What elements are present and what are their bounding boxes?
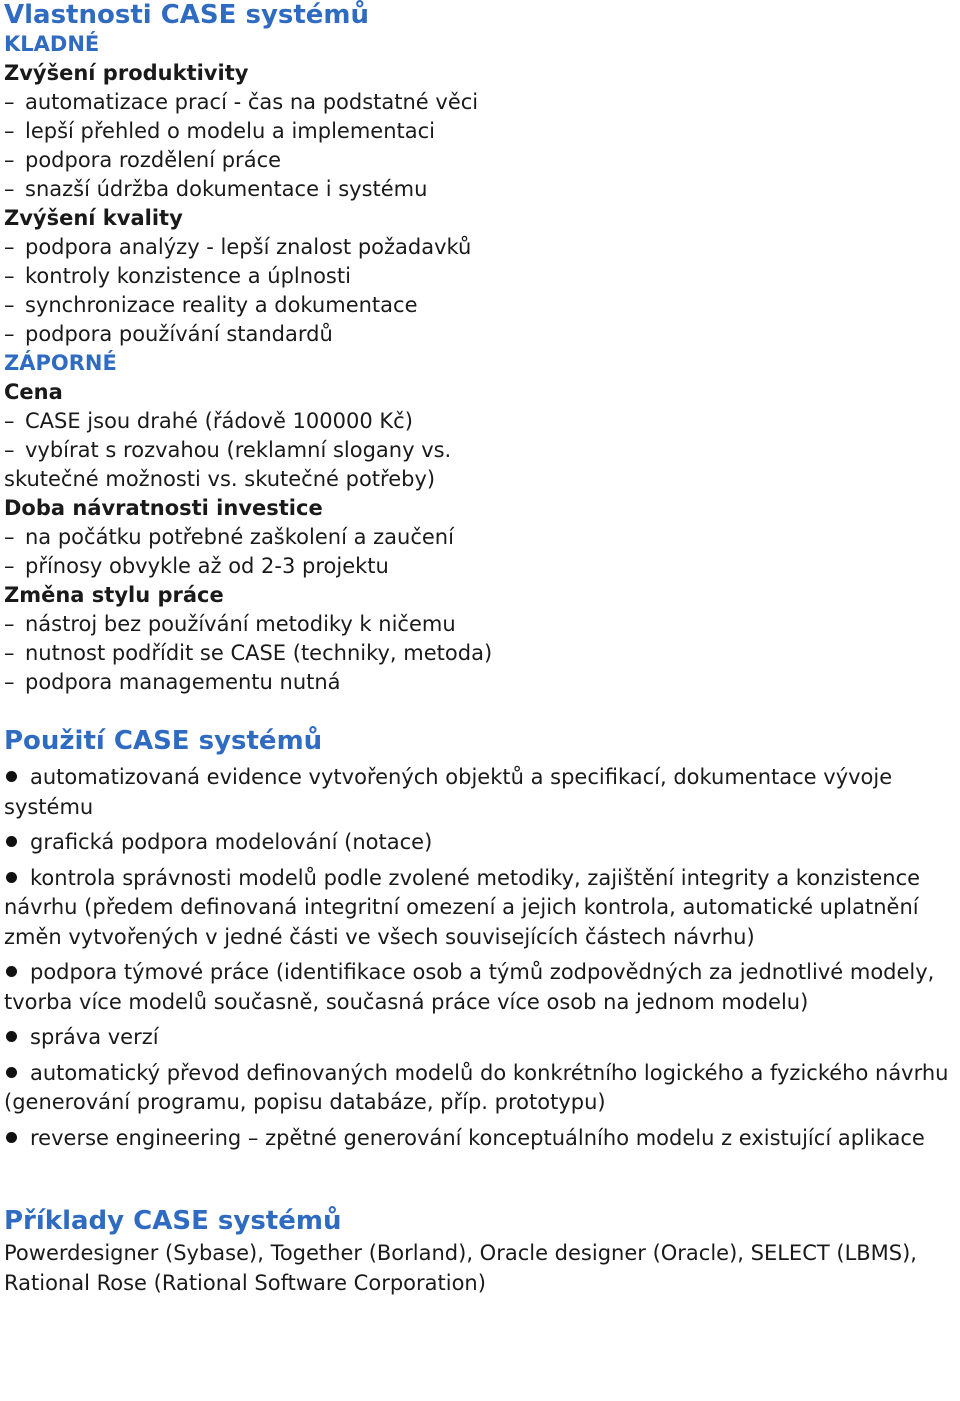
bullet-icon	[6, 966, 17, 977]
bullet-icon	[6, 1067, 17, 1078]
list-item: – CASE jsou drahé (řádově 100000 Kč)	[4, 407, 958, 436]
list-item: – vybírat s rozvahou (reklamní slogany vs. skutečné možnosti vs. skutečné potřeby)	[4, 438, 452, 491]
bullet-icon	[6, 836, 17, 847]
document-page	[4, 0, 958, 1298]
list-item: automatizovaná evidence vytvořených objektů a specifikací, dokumentace vývoje systému	[4, 765, 893, 819]
dash-icon: –	[4, 90, 15, 114]
list-item: grafická podpora modelování (notace)	[4, 828, 958, 858]
bullet-icon	[6, 1031, 17, 1042]
list-item: – přínosy obvykle až od 2-3 projektu	[4, 552, 958, 581]
list-item: reverse engineering – zpětné generování konceptuálního modelu z existující aplikace	[4, 1124, 958, 1154]
dash-icon: –	[4, 525, 15, 549]
list-item: – lepší přehled o modelu a implementaci	[4, 117, 958, 146]
list-item: – snazší údržba dokumentace i systému	[4, 175, 958, 204]
dash-icon: –	[4, 119, 15, 143]
list-item: správa verzí	[4, 1023, 958, 1053]
group-title-quality: Zvýšení kvality	[4, 206, 183, 230]
dash-icon: –	[4, 554, 15, 578]
group-title-price: Cena	[4, 380, 63, 404]
dash-icon: –	[4, 293, 15, 317]
list-item: – kontroly konzistence a úplnosti	[4, 262, 958, 291]
bullet-icon	[6, 1132, 17, 1143]
dash-icon: –	[4, 409, 15, 433]
bullet-icon	[6, 771, 17, 782]
list-item: – podpora managementu nutná	[4, 668, 958, 697]
dash-icon: –	[4, 612, 15, 636]
dash-icon: –	[4, 235, 15, 259]
list-item: podpora týmové práce (identifikace osob a týmů zodpovědných za jednotlivé modely, tvorba více modelů současně, současná práce více osob na jednom modelu)	[4, 960, 935, 1014]
group-title-payback: Doba návratnosti investice	[4, 496, 323, 520]
list-item: – nutnost podřídit se CASE (techniky, metoda)	[4, 639, 958, 668]
list-item: – podpora rozdělení práce	[4, 146, 958, 175]
bullet-icon	[6, 872, 17, 883]
list-item: automatický převod definovaných modelů do konkrétního logického a fyzického návrhu (generování programu, popisu databáze, příp. prototypu)	[4, 1060, 949, 1114]
dash-icon: –	[4, 177, 15, 201]
usage-title: Použití CASE systémů	[4, 726, 323, 756]
examples-text: Powerdesigner (Sybase), Together (Borland), Oracle designer (Oracle), SELECT (LBMS), Rational Rose (Rational Software Corporation)	[4, 1241, 917, 1295]
negative-heading: ZÁPORNÉ	[4, 351, 117, 375]
list-item: – podpora používání standardů	[4, 320, 958, 349]
list-item: – automatizace prací - čas na podstatné věci	[4, 88, 958, 117]
usage-list	[4, 763, 958, 1153]
list-item: kontrola správnosti modelů podle zvolené metodiky, zajištění integrity a konzistence návrhu (předem definovaná integritní omezení a jejich kontrola, automatické uplatnění změn vytvořených v jedné části ve všech souvisejících částech návrhu)	[4, 865, 921, 949]
dash-icon: –	[4, 264, 15, 288]
list-item: – nástroj bez používání metodiky k ničemu	[4, 610, 958, 639]
list-item: – na počátku potřebné zaškolení a zaučení	[4, 523, 958, 552]
positive-heading: KLADNÉ	[4, 32, 100, 56]
page-title: Vlastnosti CASE systémů	[4, 0, 370, 30]
dash-icon: –	[4, 438, 15, 462]
examples-title: Příklady CASE systémů	[4, 1206, 342, 1236]
dash-icon: –	[4, 322, 15, 346]
list-item: – synchronizace reality a dokumentace	[4, 291, 958, 320]
group-title-workstyle: Změna stylu práce	[4, 583, 224, 607]
dash-icon: –	[4, 641, 15, 665]
group-title-productivity: Zvýšení produktivity	[4, 61, 249, 85]
list-item: – podpora analýzy - lepší znalost požadavků	[4, 233, 958, 262]
dash-icon: –	[4, 670, 15, 694]
dash-icon: –	[4, 148, 15, 172]
